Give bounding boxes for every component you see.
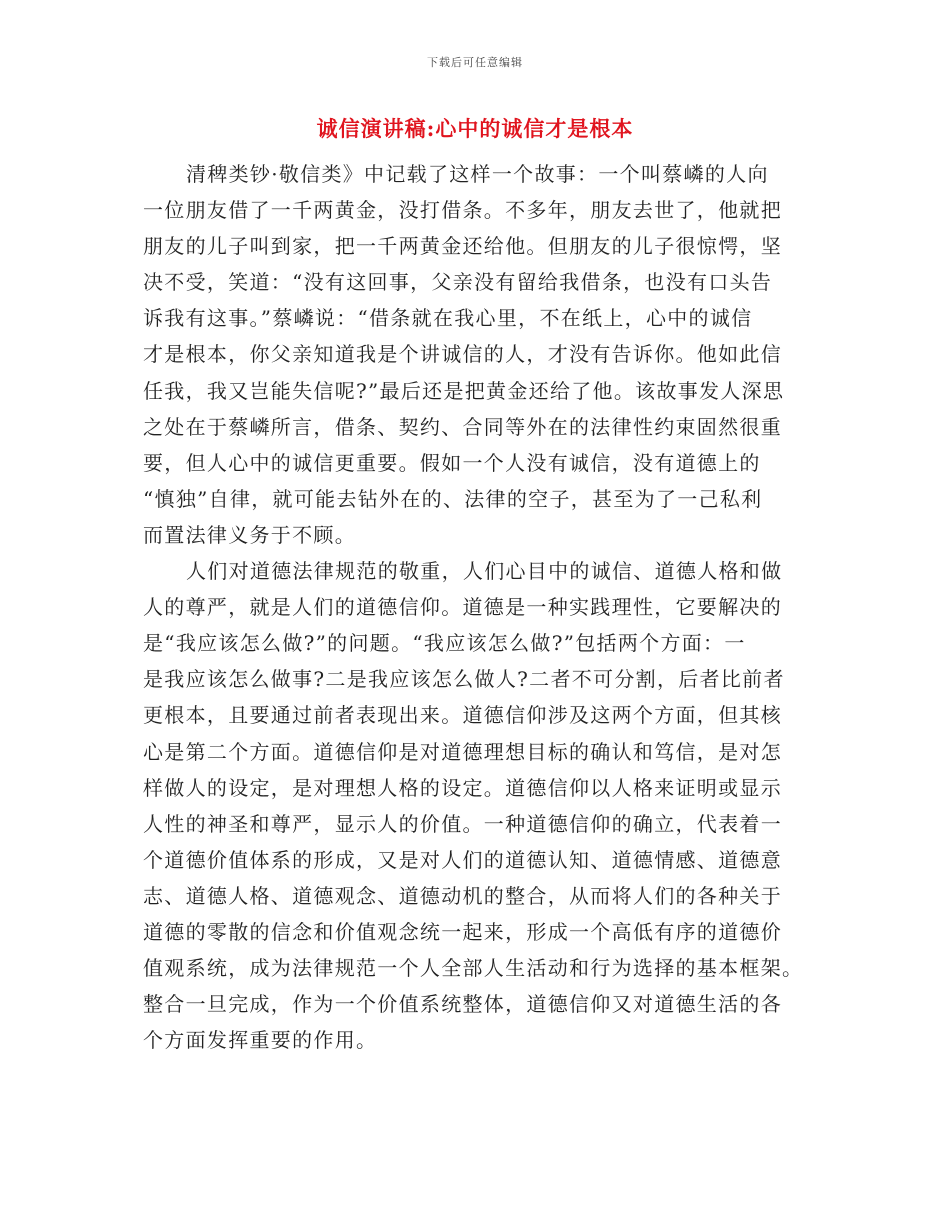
- paragraph-line: 是“我应该怎么做?”的问题。“我应该怎么做?”包括两个方面：一: [143, 631, 746, 656]
- paragraph-1: [143, 156, 803, 553]
- paragraph-line: 而置法律义务于不顾。: [143, 522, 356, 547]
- document-body: [143, 156, 803, 1058]
- paragraph-line: 值观系统，成为法律规范一个人全部人生活动和行为选择的基本框架。: [143, 956, 804, 981]
- paragraph-2: [143, 553, 803, 1058]
- paragraph-line: 志、道德人格、道德观念、道德动机的整合，从而将人们的各种关于: [143, 883, 782, 908]
- paragraph-line: 道德的零散的信念和价值观念统一起来，形成一个高低有序的道德价: [143, 919, 782, 944]
- paragraph-line: 样做人的设定，是对理想人格的设定。道德信仰以人格来证明或显示: [143, 775, 782, 800]
- paragraph-line: 心是第二个方面。道德信仰是对道德理想目标的确认和笃信，是对怎: [143, 739, 782, 764]
- paragraph-line: 个方面发挥重要的作用。: [143, 1028, 378, 1053]
- paragraph-line: 个道德价值体系的形成，又是对人们的道德认知、道德情感、道德意: [143, 847, 782, 872]
- paragraph-line: 决不受，笑道：“没有这回事，父亲没有留给我借条，也没有口头告: [143, 270, 773, 295]
- paragraph-line: 要，但人心中的诚信更重要。假如一个人没有诚信，没有道德上的: [143, 450, 761, 475]
- paragraph-line: 之处在于蔡嶙所言，借条、契约、合同等外在的法律性约束固然很重: [143, 414, 782, 439]
- paragraph-line: 诉我有这事。”蔡嶙说：“借条就在我心里，不在纸上，心中的诚信: [143, 306, 753, 331]
- paragraph-line: 人们对道德法律规范的敬重，人们心目中的诚信、道德人格和做: [186, 559, 783, 584]
- paragraph-line: 整合一旦完成，作为一个价值系统整体，道德信仰又对道德生活的各: [143, 992, 782, 1017]
- document-title: 诚信演讲稿:心中的诚信才是根本: [316, 116, 634, 141]
- page-header-note: 下载后可任意编辑: [427, 56, 523, 69]
- paragraph-line: 朋友的儿子叫到家，把一千两黄金还给他。但朋友的儿子很惊愕，坚: [143, 234, 782, 259]
- paragraph-line: 任我，我又岂能失信呢?”最后还是把黄金还给了他。该故事发人深思: [143, 378, 785, 403]
- paragraph-line: 一位朋友借了一千两黄金，没打借条。不多年，朋友去世了，他就把: [143, 198, 782, 223]
- paragraph-line: 是我应该怎么做事?二是我应该怎么做人?二者不可分割，后者比前者: [143, 667, 785, 692]
- paragraph-line: 人的尊严，就是人们的道德信仰。道德是一种实践理性，它要解决的: [143, 595, 782, 620]
- paragraph-line: 人性的神圣和尊严，显示人的价值。一种道德信仰的确立，代表着一: [143, 811, 782, 836]
- paragraph-line: “慎独”自律，就可能去钻外在的、法律的空子，甚至为了一己私利: [143, 486, 763, 511]
- paragraph-line: 更根本，且要通过前者表现出来。道德信仰涉及这两个方面，但其核: [143, 703, 782, 728]
- paragraph-line: 清稗类钞·敬信类》中记载了这样一个故事：一个叫蔡嶙的人向: [186, 162, 769, 186]
- paragraph-line: 才是根本，你父亲知道我是个讲诚信的人，才没有告诉你。他如此信: [143, 342, 782, 367]
